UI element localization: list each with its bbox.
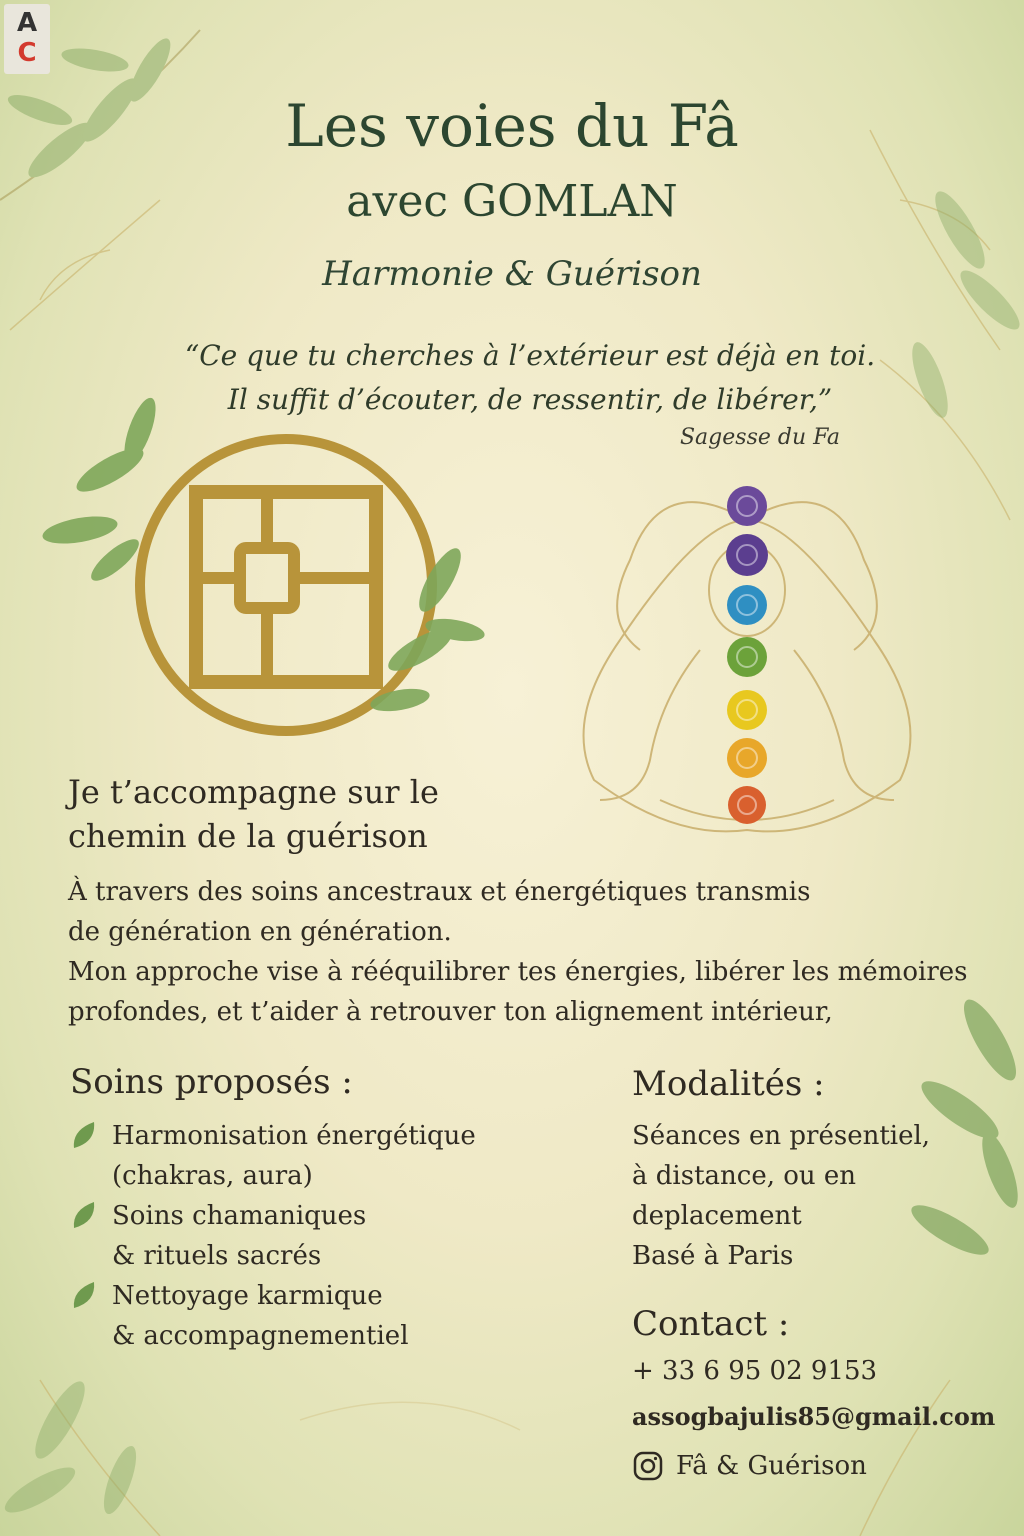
contact-phone[interactable]: + 33 6 95 02 9153 [632,1356,878,1386]
quote-line-2: Il suffit d’écouter, de ressentir, de libérer,” [227,383,833,416]
instagram-link[interactable] [632,1450,867,1482]
intro-line-2: chemin de la guérison [68,817,428,855]
modalites-line-3: deplacement [632,1201,802,1231]
body-line-3: Mon approche vise à rééquilibrer tes énergies, libérer les mémoires [68,957,968,987]
gold-emblem-logo [140,439,432,731]
list-item [70,1276,530,1356]
modalites-line-2: à distance, ou en [632,1161,857,1191]
soin-3-line-2: & accompagnementiel [112,1321,409,1351]
badge-letter-a: A [16,8,38,38]
intro-line-1: Je t’accompagne sur le [68,773,439,811]
soin-3-line-1: Nettoyage karmique [112,1281,383,1311]
tagline: Harmonie & Guérison [322,254,702,294]
page-subtitle: avec GOMLAN [346,176,678,227]
chakra-column [726,486,768,824]
contact-email[interactable]: assogbajulis85@gmail.com [632,1402,996,1431]
quote-block [160,334,900,422]
page-title: Les voies du Fâ [285,92,739,160]
soin-2-line-2: & rituels sacrés [112,1241,322,1271]
modalites-heading: Modalités : [632,1064,825,1104]
modalites-line-1: Séances en présentiel, [632,1121,931,1151]
body-line-2: de génération en génération. [68,917,452,947]
body-line-4: profondes, et t’aider à retrouver ton alignement intérieur, [68,997,833,1027]
list-item [70,1116,530,1196]
soin-1-line-1: Harmonisation énergétique [112,1121,476,1151]
leaf-bullet-icon [70,1120,98,1152]
instagram-icon [632,1450,664,1482]
quote-line-1: “Ce que tu cherches à l’extérieur est déjà en toi. [184,339,876,372]
watermark-badge [4,4,50,74]
leaf-bullet-icon [70,1280,98,1312]
soin-2-line-1: Soins chamaniques [112,1201,367,1231]
modalites-line-4: Basé à Paris [632,1241,794,1271]
list-item [70,1196,530,1276]
description-paragraph [68,872,998,1032]
soin-1-line-2: (chakras, aura) [112,1161,313,1191]
modalites-text [632,1116,930,1276]
badge-letter-c: C [17,38,37,68]
soins-heading: Soins proposés : [70,1062,353,1102]
body-line-1: À travers des soins ancestraux et énergétiques transmis [68,877,811,907]
intro-heading [68,770,439,858]
contact-heading: Contact : [632,1304,790,1344]
quote-source: Sagesse du Fa [679,425,840,450]
leaf-bullet-icon [70,1200,98,1232]
soins-list [70,1116,530,1356]
instagram-handle: Fâ & Guérison [676,1451,867,1481]
